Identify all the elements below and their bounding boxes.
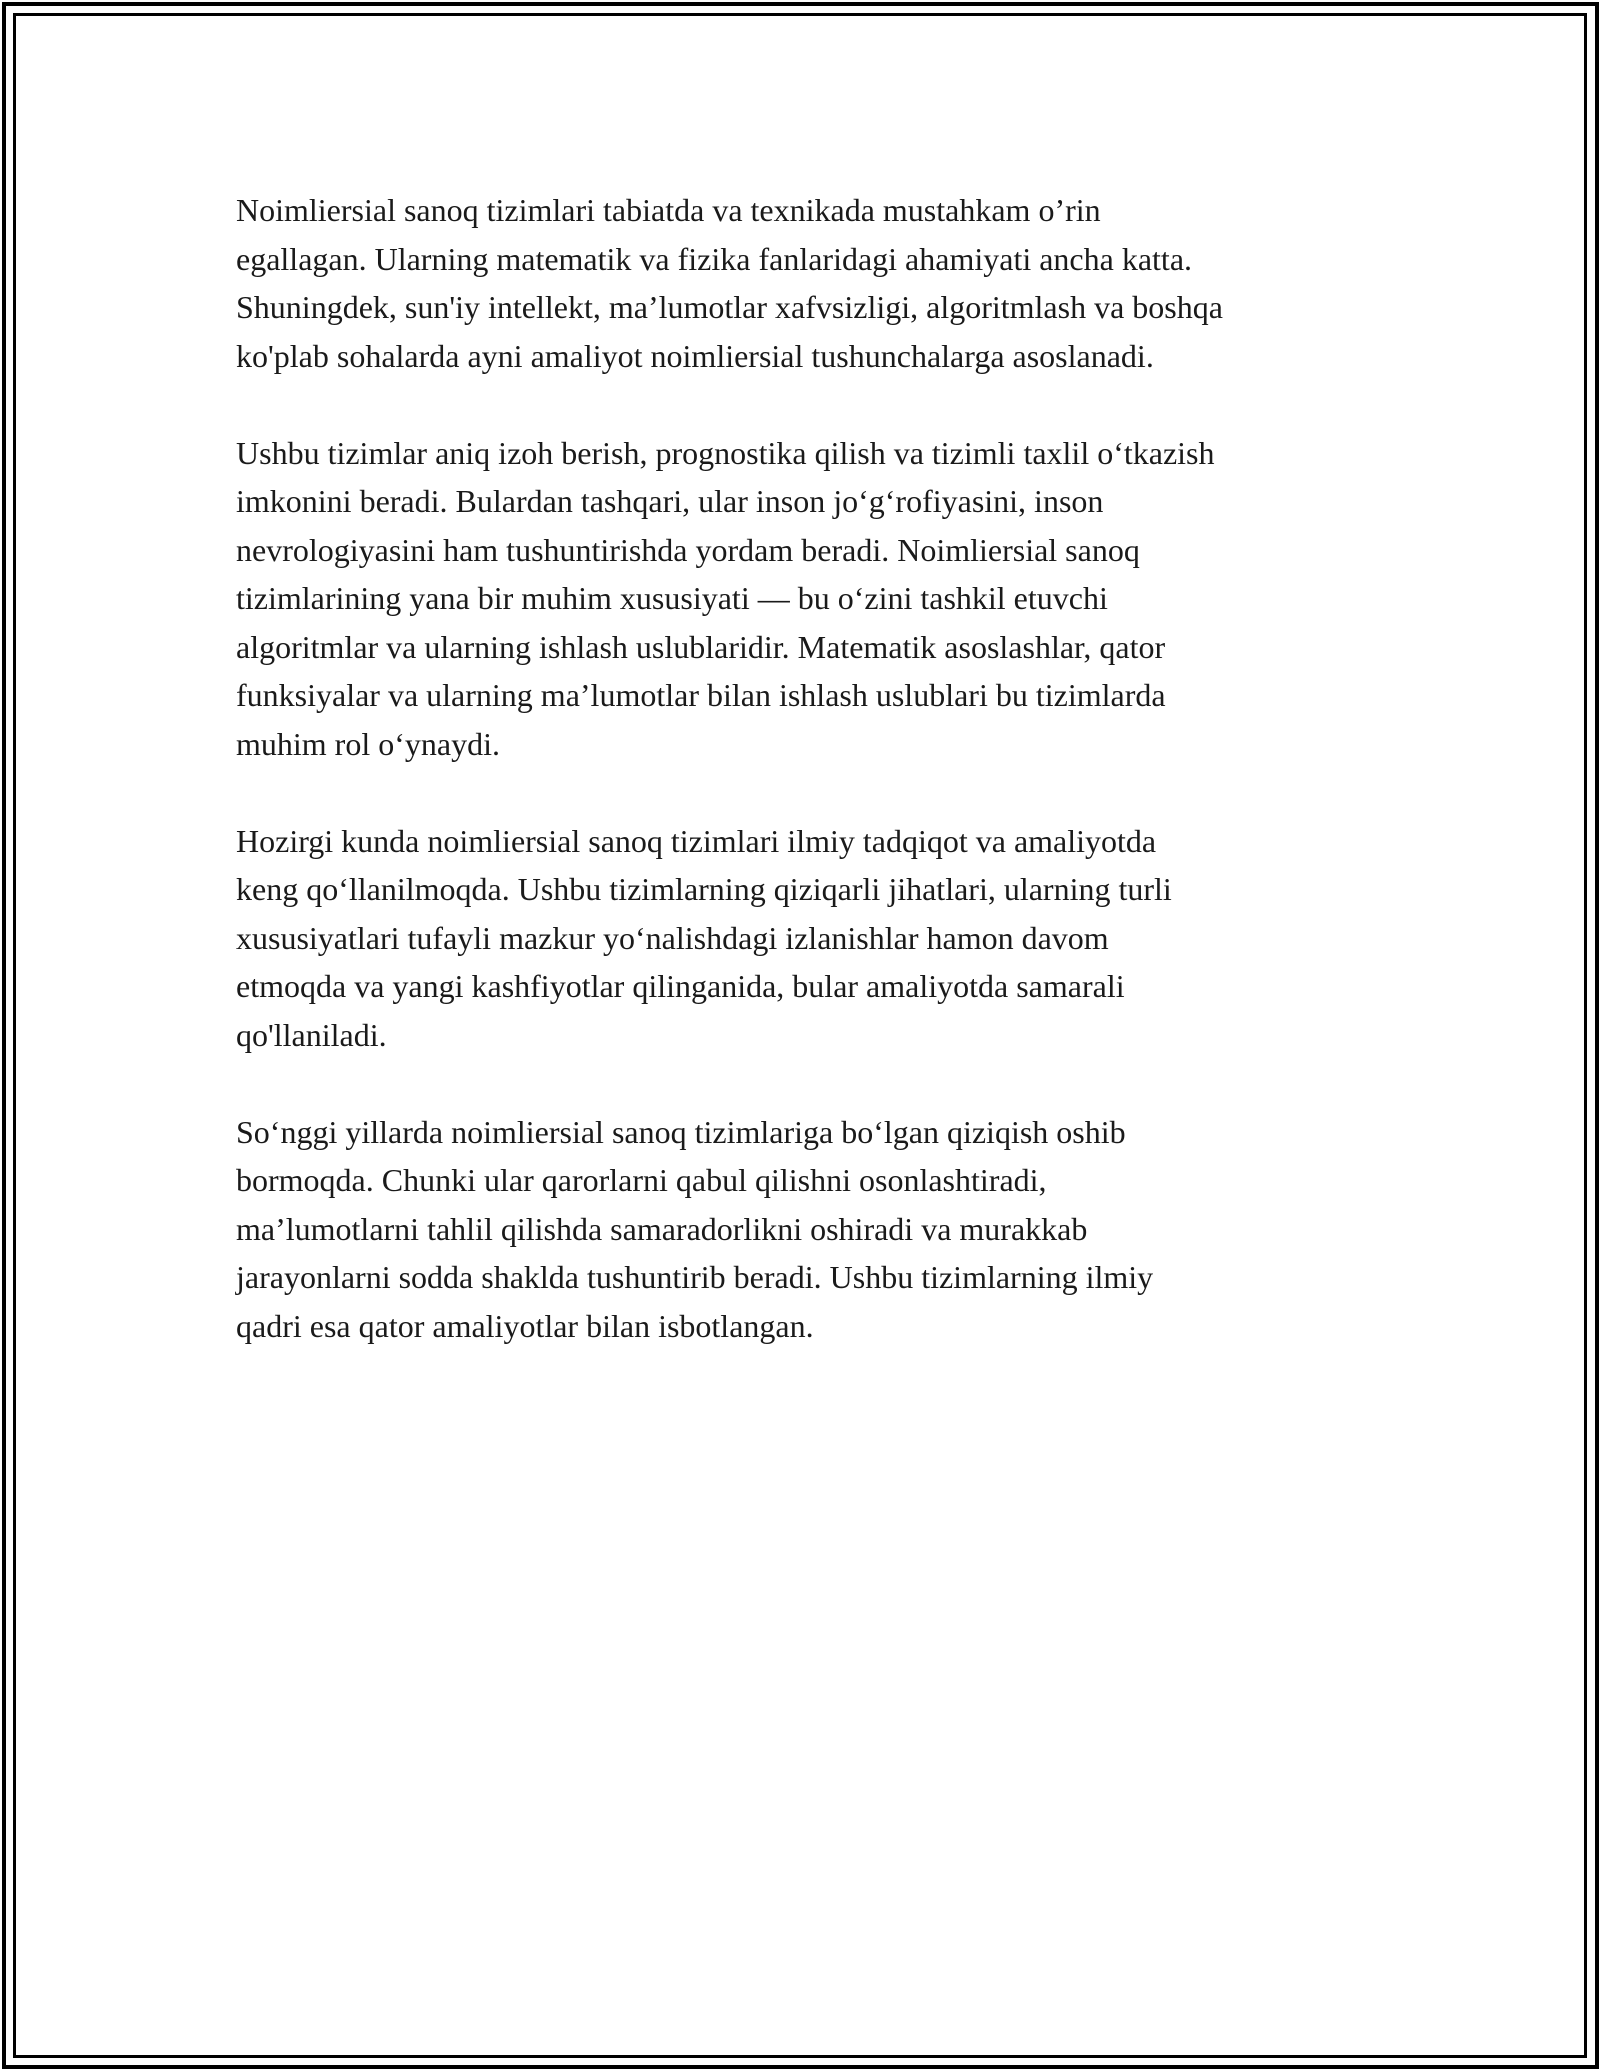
- paragraph-2: Ushbu tizimlar aniq izoh berish, prognostika qilish va tizimli taxlil o‘tkazish imkonini beradi. Bulardan tashqari, ular inson jo‘g‘rofiyasini, inson nevrologiyasini ham tushuntirishda yordam beradi. Noimliersial sanoq tizimlarining yana bir muhim xususiyati — bu o‘zini tashkil etuvchi algoritmlar va ularning ishlash uslublaridir. Matematik asoslashlar, qator funksiyalar va ularning ma’lumotlar bilan ishlash uslublari bu tizimlarda muhim rol o‘ynaydi.: [236, 434, 1215, 762]
- document-body: [236, 186, 1386, 1399]
- paragraph-3: Hozirgi kunda noimliersial sanoq tizimlari ilmiy tadqiqot va amaliyotda keng qo‘llanilmoqda. Ushbu tizimlarning qiziqarli jihatlari, ularning turli xususiyatlari tufayli mazkur yo‘nalishdagi izlanishlar hamon davom etmoqda va yangi kashfiyotlar qilinganida, bular amaliyotda samarali qo'llaniladi.: [236, 822, 1172, 1053]
- paragraph-1: Noimliersial sanoq tizimlari tabiatda va texnikada mustahkam o’rin egallagan. Ularning matematik va fizika fanlaridagi ahamiyati ancha katta. Shuningdek, sun'iy intellekt, ma’lumotlar xafvsizligi, algoritmlash va boshqa ko'plab sohalarda ayni amaliyot noimliersial tushunchalarga asoslanadi.: [236, 192, 1223, 374]
- paragraph-4: So‘nggi yillarda noimliersial sanoq tizimlariga bo‘lgan qiziqish oshib bormoqda. Chunki ular qarorlarni qabul qilishni osonlashtiradi, ma’lumotlarni tahlil qilishda samaradorlikni oshiradi va murakkab jarayonlarni sodda shaklda tushuntirib beradi. Ushbu tizimlarning ilmiy qadri esa qator amaliyotlar bilan isbotlangan.: [236, 1113, 1154, 1344]
